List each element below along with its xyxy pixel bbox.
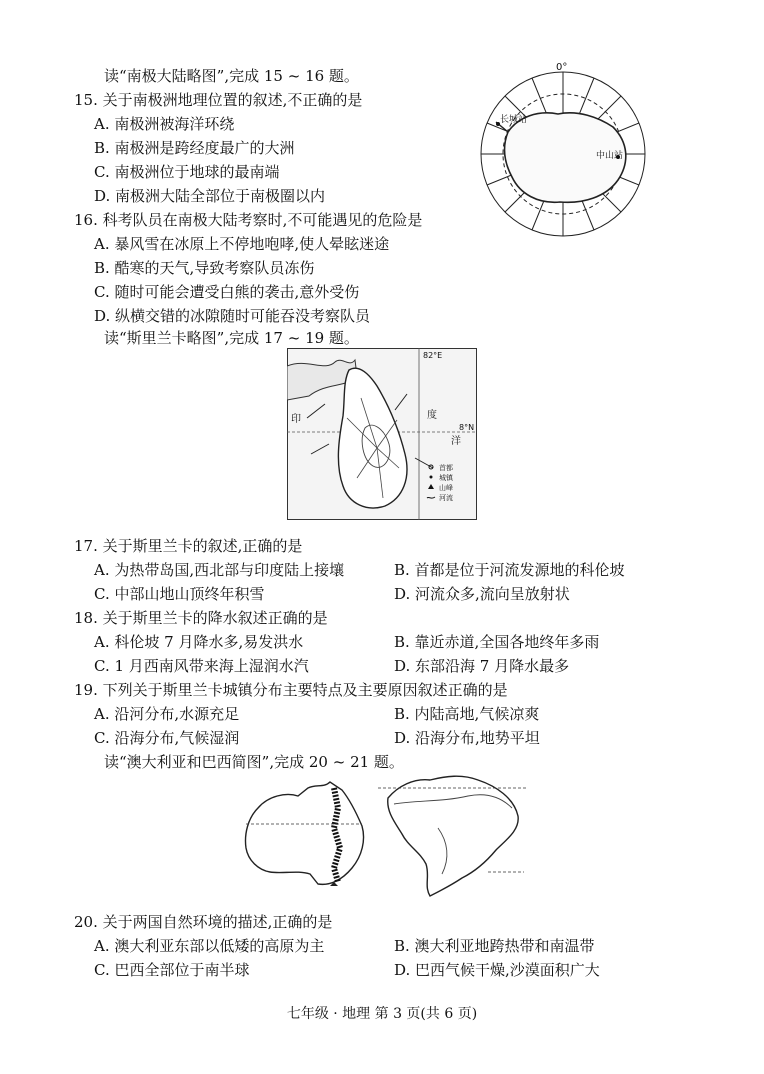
q15-option-b: B. 南极洲是跨经度最广的大洲 [94, 139, 295, 157]
q20-option-b: B. 澳大利亚地跨热带和南温带 [394, 937, 595, 955]
q15-option-a: A. 南极洲被海洋环绕 [94, 115, 235, 133]
q16-option-c: C. 随时可能会遭受白熊的袭击,意外受伤 [94, 283, 360, 301]
brazil-map [378, 768, 528, 900]
q17-option-a: A. 为热带岛国,西北部与印度陆上接壤 [94, 561, 345, 579]
q16-stem: 16. 科考队员在南极大陆考察时,不可能遇见的危险是 [74, 211, 423, 229]
q17-option-d: D. 河流众多,流向呈放射状 [394, 585, 570, 603]
q20-option-d: D. 巴西气候干燥,沙漠面积广大 [394, 961, 600, 979]
legend-peak: 山峰 [439, 484, 453, 492]
q18-option-a: A. 科伦坡 7 月降水多,易发洪水 [94, 633, 304, 651]
legend-capital: 首都 [439, 464, 453, 472]
intro-15-16: 读“南极大陆略图”,完成 15 ~ 16 题。 [104, 67, 359, 85]
q18-stem: 18. 关于斯里兰卡的降水叙述正确的是 [74, 609, 328, 627]
q18-option-d: D. 东部沿海 7 月降水最多 [394, 657, 570, 675]
station-left-label: 长城站 [500, 115, 528, 125]
q19-option-a: A. 沿河分布,水源充足 [94, 705, 240, 723]
q17-option-c: C. 中部山地山顶终年积雪 [94, 585, 265, 603]
india-label-2: 度 [427, 410, 437, 421]
antarctica-map [468, 62, 654, 242]
q17-stem: 17. 关于斯里兰卡的叙述,正确的是 [74, 537, 303, 555]
australia-map [238, 778, 370, 890]
srilanka-map [287, 348, 477, 520]
india-label: 印 [291, 414, 301, 425]
q15-option-d: D. 南极洲大陆全部位于南极圈以内 [94, 187, 326, 205]
q16-option-d: D. 纵横交错的冰隙随时可能吞没考察队员 [94, 307, 371, 325]
q20-option-c: C. 巴西全部位于南半球 [94, 961, 250, 979]
page-footer: 七年级 · 地理 第 3 页(共 6 页) [286, 1006, 478, 1022]
q18-option-c: C. 1 月西南风带来海上湿润水汽 [94, 657, 309, 675]
intro-17-19: 读“斯里兰卡略图”,完成 17 ~ 19 题。 [104, 329, 359, 347]
legend-town: 城镇 [439, 474, 453, 482]
q15-stem: 15. 关于南极洲地理位置的叙述,不正确的是 [74, 91, 363, 109]
sea-label: 洋 [451, 436, 461, 447]
station-right-label: 中山站 [596, 151, 624, 161]
q15-option-c: C. 南极洲位于地球的最南端 [94, 163, 280, 181]
q20-option-a: A. 澳大利亚东部以低矮的高原为主 [94, 937, 325, 955]
q19-option-c: C. 沿海分布,气候湿润 [94, 729, 240, 747]
lon-label: 82°E [423, 351, 443, 360]
q16-option-a: A. 暴风雪在冰原上不停地咆哮,使人晕眩迷途 [94, 235, 390, 253]
meridian-label: 0° [556, 62, 568, 73]
q20-stem: 20. 关于两国自然环境的描述,正确的是 [74, 913, 333, 931]
legend-river: 河流 [439, 494, 453, 502]
q17-option-b: B. 首都是位于河流发源地的科伦坡 [394, 561, 625, 579]
q19-option-d: D. 沿海分布,地势平坦 [394, 729, 540, 747]
q16-option-b: B. 酷寒的天气,导致考察队员冻伤 [94, 259, 315, 277]
q19-stem: 19. 下列关于斯里兰卡城镇分布主要特点及主要原因叙述正确的是 [74, 681, 508, 699]
lat-label: 8°N [459, 423, 475, 432]
q18-option-b: B. 靠近赤道,全国各地终年多雨 [394, 633, 600, 651]
q19-option-b: B. 内陆高地,气候凉爽 [394, 705, 540, 723]
intro-20-21: 读“澳大利亚和巴西简图”,完成 20 ~ 21 题。 [104, 753, 404, 771]
